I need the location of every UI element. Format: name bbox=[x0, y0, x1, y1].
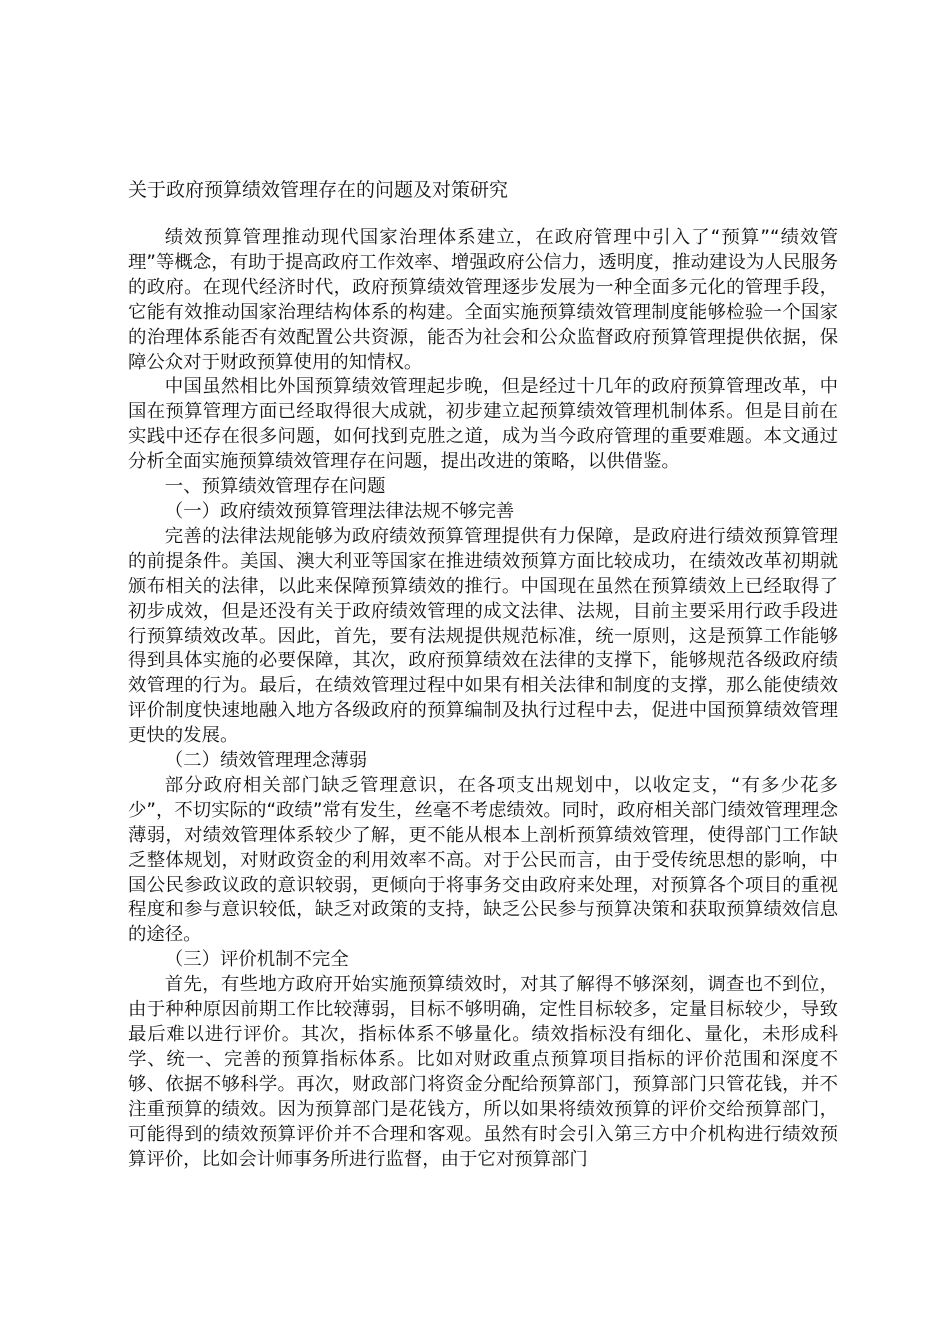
paragraph-evaluation: 首先，有些地方政府开始实施预算绩效时，对其了解得不够深刻，调查也不到位，由于种种原因前期工作比较薄弱，目标不够明确，定性目标较多，定量目标较少，导致最后难以进行评价。其次，指标体系不够量化。绩效指标没有细化、量化，未形成科学、统一、完善的预算指标体系。比如对财政重点预算项目指标的评价范围和深度不够、依据不够科学。再次，财政部门将资金分配给预算部门，预算部门只管花钱，并不注重预算的绩效。因为预算部门是花钱方，所以如果将绩效预算的评价交给预算部门，可能得到的绩效预算评价并不合理和客观。虽然有时会引入第三方中介机构进行绩效预算评价，比如会计师事务所进行监督，由于它对预算部门 bbox=[128, 974, 838, 1170]
document-body bbox=[128, 226, 838, 1172]
section-heading-1: 一、预算绩效管理存在问题 bbox=[164, 476, 386, 498]
paragraph-intro-1: 绩效预算管理推动现代国家治理体系建立，在政府管理中引入了“预算”“绩效管理”等概念，有助于提高政府工作效率、增强政府公信力，透明度，推动建设为人民服务的政府。在现代经济时代，政府预算绩效管理逐步发展为一种全面多元化的管理手段，它能有效推动国家治理结构体系的构建。全面实施预算绩效管理制度能够检验一个国家的治理体系能否有效配置公共资源，能否为社会和公众监督政府预算管理提供依据，保障公众对于财政预算使用的知情权。 bbox=[128, 227, 838, 373]
paragraph-concept: 部分政府相关部门缺乏管理意识，在各项支出规划中，以收定支，“有多少花多少”，不切实际的“政绩”常有发生，丝毫不考虑绩效。同时，政府相关部门绩效管理理念薄弱，对绩效管理体系较少了解，更不能从根本上剖析预算绩效管理，使得部门工作缺乏整体规划，对财政资金的利用效率不高。对于公民而言，由于受传统思想的影响，中国公民参政议政的意识较弱，更倾向于将事务交由政府来处理，对预算各个项目的重视程度和参与意识较低，缺乏对政策的支持，缺乏公民参与预算决策和获取预算绩效信息的途径。 bbox=[128, 774, 838, 946]
document-title: 关于政府预算绩效管理存在的问题及对策研究 bbox=[128, 179, 509, 201]
subsection-heading-2: （二）绩效管理理念薄弱 bbox=[164, 750, 368, 772]
paragraph-legal: 完善的法律法规能够为政府绩效预算管理提供有力保障，是政府进行绩效预算管理的前提条件。美国、澳大利亚等国家在推进绩效预算方面比较成功，在绩效改革初期就颁布相关的法律，以此来保障预算绩效的推行。中国现在虽然在预算绩效上已经取得了初步成效，但是还没有关于政府绩效管理的成文法律、法规，目前主要采用行政手段进行预算绩效改革。因此，首先，要有法规提供规范标准，统一原则，这是预算工作能够得到具体实施的必要保障，其次，政府预算绩效在法律的支撑下，能够规范各级政府绩效管理的行为。最后，在绩效管理过程中如果有相关法律和制度的支撑，那么能使绩效评价制度快速地融入地方各级政府的预算编制及执行过程中去，促进中国预算绩效管理更快的发展。 bbox=[128, 525, 838, 747]
subsection-heading-1: （一）政府绩效预算管理法律法规不够完善 bbox=[164, 500, 515, 522]
subsection-heading-3: （三）评价机制不完全 bbox=[164, 949, 349, 971]
paragraph-intro-2: 中国虽然相比外国预算绩效管理起步晚，但是经过十几年的政府预算管理改革，中国在预算管理方面已经取得很大成就，初步建立起预算绩效管理机制体系。但是目前在实践中还存在很多问题，如何找到克胜之道，成为当今政府管理的重要难题。本文通过分析全面实施预算绩效管理存在问题，提出改进的策略，以供借鉴。 bbox=[128, 376, 838, 473]
